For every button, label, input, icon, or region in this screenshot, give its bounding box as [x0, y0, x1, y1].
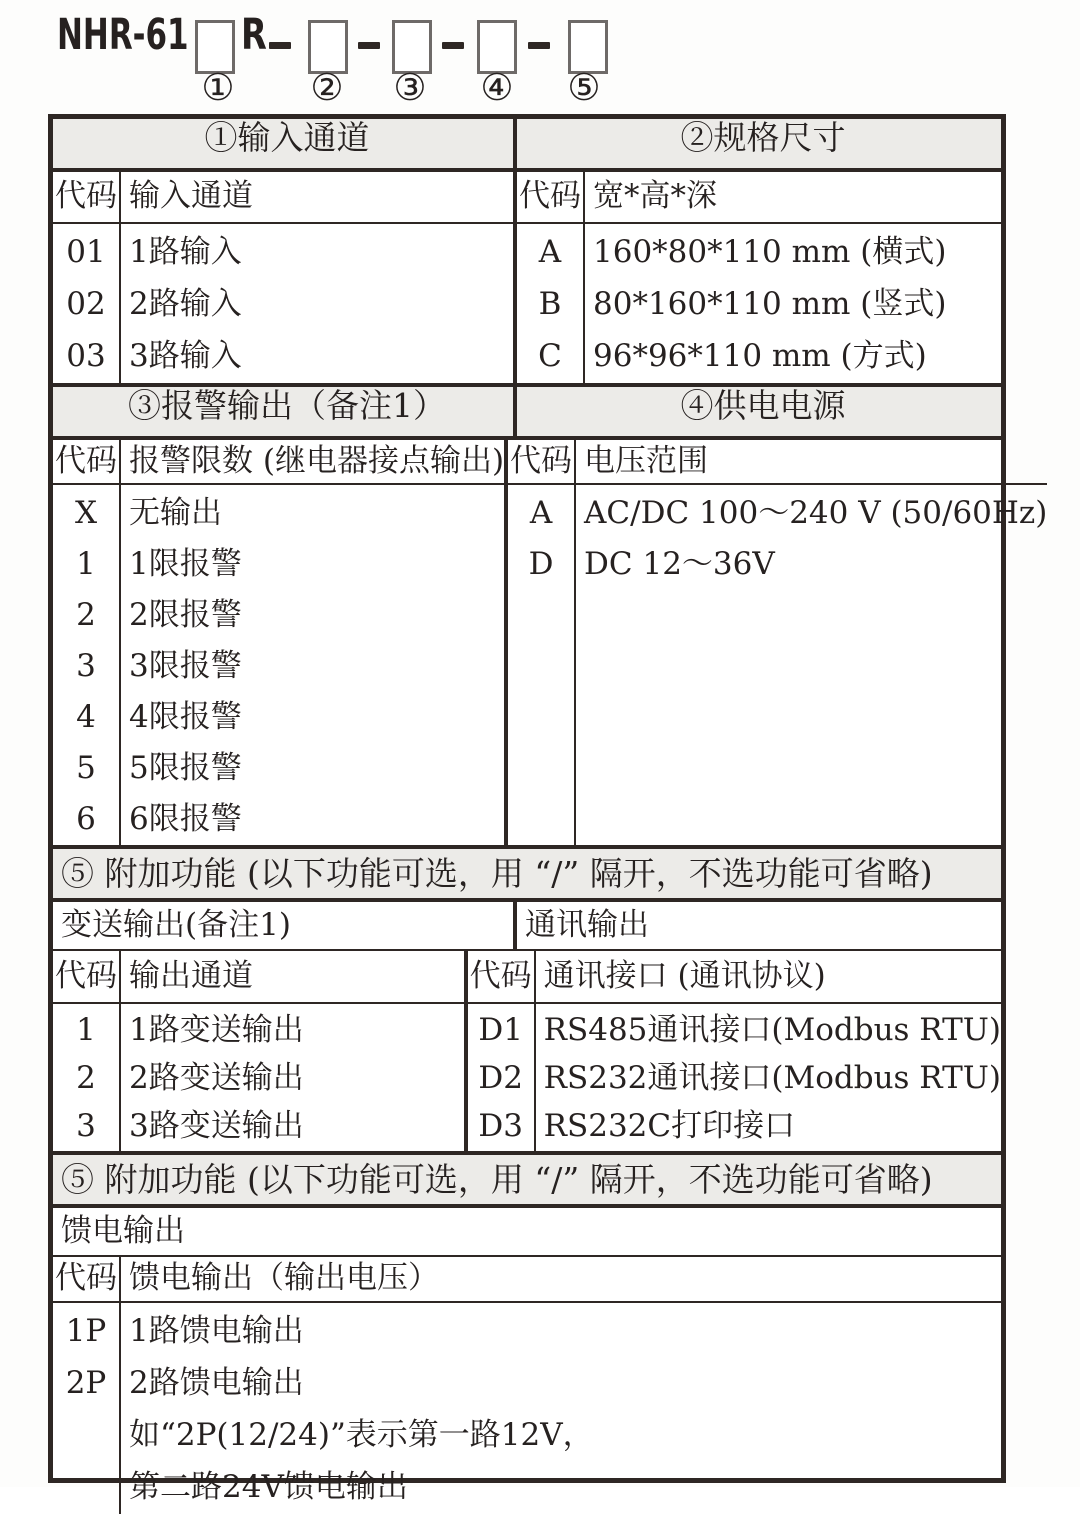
code-cell: 2 [76, 596, 96, 633]
code-column-header: 代码 [517, 172, 585, 222]
label-cell: RS232C打印接口 [543, 1108, 796, 1145]
data-area [53, 224, 513, 383]
column-header-row [53, 1257, 1001, 1303]
code-cell: A [529, 494, 553, 531]
section-header-row-4 [53, 1151, 1001, 1208]
code-cell: D2 [478, 1060, 523, 1097]
label-column-header: 输出通道 [129, 957, 253, 994]
code-column [517, 224, 585, 383]
label-cell: 80*160*110 mm (竖式) [593, 286, 947, 323]
code-cell: 3 [76, 1108, 96, 1145]
code-column [53, 1303, 121, 1514]
feed-output-table [53, 1208, 1001, 1514]
label-cell: 2路馈电输出 [129, 1365, 304, 1402]
section-header-addon-functions-1: ⑤ 附加功能 (以下功能可选，用 “/” 隔开，不选功能可省略) [61, 853, 933, 893]
code-column [508, 485, 576, 845]
code-cell: 2P [65, 1365, 107, 1402]
code-cell: D [528, 545, 554, 582]
code-column-header: 代码 [53, 951, 121, 1002]
label-column-header: 输入通道 [129, 178, 253, 215]
data-area [468, 1004, 1001, 1151]
code-column-header: 代码 [508, 440, 576, 483]
section-header-dimensions: ②规格尺寸 [680, 118, 846, 157]
label-cell: RS232通讯接口(Modbus RTU) [543, 1060, 1001, 1097]
data-area [53, 1303, 1001, 1514]
code-cell: B [538, 286, 562, 323]
group-feed-output: 馈电输出 [61, 1212, 185, 1249]
label-cell: AC/DC 100～240 V (50/60Hz) [584, 494, 1048, 531]
label-column [576, 485, 1047, 845]
code-column-header: 代码 [53, 1257, 121, 1301]
label-cell: 96*96*110 mm (方式) [593, 338, 927, 375]
label-cell: 1路变送输出 [129, 1012, 304, 1049]
group-row-feed [53, 1208, 1001, 1257]
label-cell: 无输出 [129, 494, 222, 531]
dash-separator [269, 42, 291, 49]
code-cell: 2 [76, 1060, 96, 1097]
section-header-addon-functions-2: ⑤ 附加功能 (以下功能可选，用 “/” 隔开，不选功能可省略) [61, 1159, 933, 1199]
label-cell: DC 12～36V [584, 545, 775, 582]
position-label-5: ⑤ [567, 66, 601, 109]
section-body-3 [53, 951, 1001, 1151]
label-cell: 6限报警 [129, 800, 242, 837]
model-code-line [0, 0, 1080, 114]
label-cell: 1路馈电输出 [129, 1313, 304, 1350]
code-column [53, 1004, 121, 1151]
label-column-header: 通讯接口 (通讯协议) [543, 957, 826, 994]
group-row-transmit-comm [53, 902, 1001, 951]
code-cell: X [74, 494, 98, 531]
code-cell: 1P [65, 1313, 107, 1350]
label-cell: RS485通讯接口(Modbus RTU) [543, 1012, 1001, 1049]
label-cell: 如“2P(12/24)”表示第一路12V， [129, 1417, 594, 1454]
label-cell: 3限报警 [129, 647, 242, 684]
label-cell: 4限报警 [129, 698, 242, 735]
column-header-row [468, 951, 1001, 1004]
code-cell: 1 [76, 1012, 96, 1049]
group-transmit-output: 变送输出(备注1) [53, 902, 517, 949]
label-cell: 2限报警 [129, 596, 242, 633]
code-cell [53, 1462, 119, 1514]
label-column [121, 485, 504, 845]
label-cell: 160*80*110 mm (横式) [593, 234, 947, 271]
spec-table [48, 114, 1048, 1506]
code-cell: 4 [76, 698, 96, 735]
code-column-header: 代码 [468, 951, 536, 1002]
section-header-power-supply: ④供电电源 [680, 386, 846, 425]
code-cell: 1 [76, 545, 96, 582]
label-cell: 1限报警 [129, 545, 242, 582]
transmit-output-table [53, 951, 468, 1151]
dash-separator [528, 42, 550, 49]
label-cell: 5限报警 [129, 749, 242, 786]
section-header-input-channel: ①输入通道 [53, 119, 517, 168]
dash-separator [358, 42, 380, 49]
code-cell [53, 1410, 119, 1462]
code-cell: 5 [76, 749, 96, 786]
code-column [53, 485, 121, 845]
label-cell: 2路变送输出 [129, 1060, 304, 1097]
data-area [53, 1004, 464, 1151]
label-column [121, 1004, 464, 1151]
label-cell: 2路输入 [129, 286, 242, 323]
dimensions-table [517, 172, 1001, 383]
label-column-header: 报警限数 (继电器接点输出) [129, 442, 505, 479]
section-header-row-2 [53, 383, 1001, 440]
section-header-alarm-output: ③报警输出（备注1） [53, 387, 517, 436]
code-cell: D3 [478, 1108, 523, 1145]
data-area [508, 485, 1047, 845]
label-column [121, 1303, 1001, 1514]
column-header-row [508, 440, 1047, 485]
position-label-4: ④ [480, 66, 514, 109]
section-body-2 [53, 440, 1048, 845]
column-header-row [53, 951, 464, 1004]
code-column [53, 224, 121, 383]
code-cell: 3 [76, 647, 96, 684]
data-area [53, 485, 504, 845]
position-label-1: ① [201, 66, 235, 109]
code-cell: 03 [66, 338, 106, 375]
column-header-row [517, 172, 1001, 224]
alarm-output-table [53, 440, 508, 845]
code-column-header: 代码 [53, 172, 121, 222]
model-letter-r: R [241, 10, 267, 60]
dash-separator [442, 42, 464, 49]
label-column-header: 电压范围 [584, 442, 709, 479]
label-column [585, 224, 1001, 383]
input-channel-table [53, 172, 517, 383]
code-cell: C [538, 338, 562, 375]
code-column-header: 代码 [53, 440, 121, 483]
label-column-header: 宽*高*深 [593, 178, 717, 215]
code-cell: A [538, 234, 562, 271]
code-cell: 6 [76, 800, 96, 837]
column-header-row [53, 172, 513, 224]
data-area [517, 224, 1001, 383]
column-header-row [53, 440, 504, 485]
section-body-4 [53, 1208, 1001, 1514]
model-prefix: NHR-61 [57, 10, 189, 60]
power-supply-table [508, 440, 1047, 845]
code-cell: 01 [66, 234, 106, 271]
label-column-header: 馈电输出（输出电压） [129, 1260, 439, 1297]
section-header-row-1 [53, 119, 1001, 172]
code-column [468, 1004, 536, 1151]
comm-output-table [468, 951, 1001, 1151]
group-comm-output: 通讯输出 [525, 906, 649, 943]
label-cell: 3路输入 [129, 338, 242, 375]
label-cell: 3路变送输出 [129, 1108, 304, 1145]
position-label-2: ② [310, 66, 344, 109]
position-label-3: ③ [393, 66, 427, 109]
label-column [536, 1004, 1001, 1151]
section-header-row-3 [53, 845, 1001, 902]
code-cell: 02 [66, 286, 106, 323]
label-cell: 1路输入 [129, 234, 242, 271]
label-column [121, 224, 513, 383]
code-cell: D1 [478, 1012, 523, 1049]
label-cell: 第二路24V馈电输出 [129, 1469, 408, 1506]
section-body-1 [53, 172, 1001, 383]
